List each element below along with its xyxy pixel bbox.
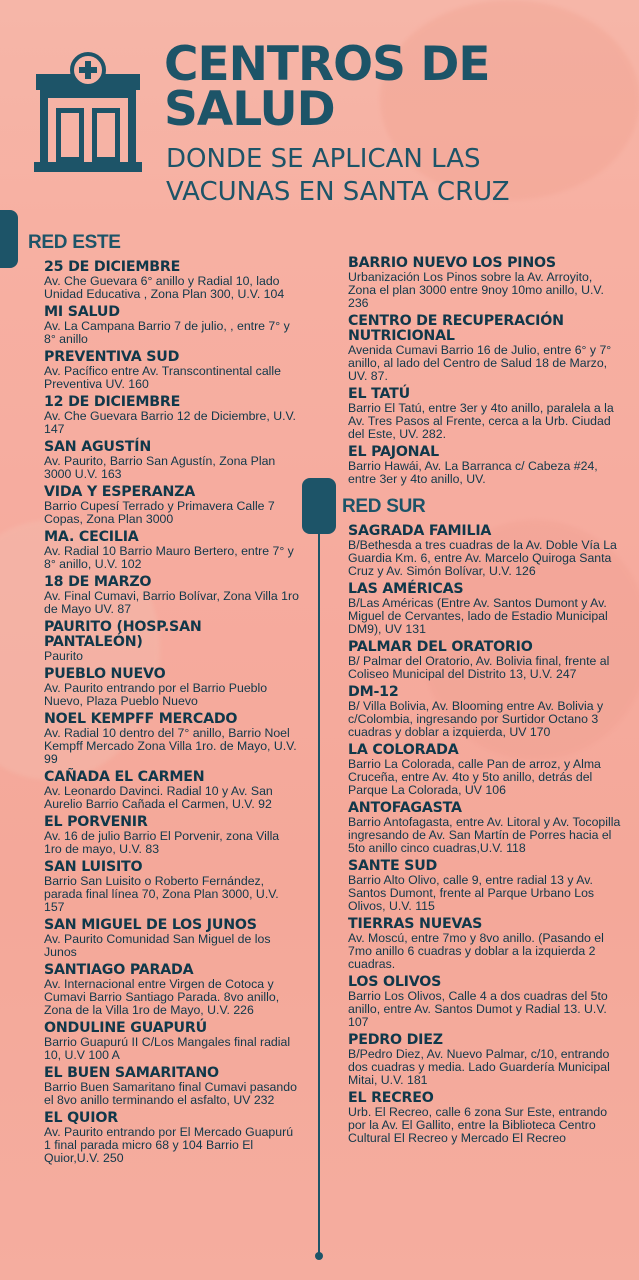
health-center-address: B/Las Américas (Entre Av. Santos Dumont y Av. Miguel de Cervantes, lado de Estadio Municipal DM9), UV 131 xyxy=(348,596,608,636)
health-center-address: Av. Internacional entre Virgen de Cotoca y Cumavi Barrio Santiago Parada. 8vo anillo, Zona de la Villa 1ro de Mayo, U.V. 226 xyxy=(44,977,280,1017)
health-center-address: Barrio Alto Olivo, calle 9, entre radial 13 y Av. Santos Dumont, frente al Parque Urbano Los Olivos, U.V. 115 xyxy=(348,873,595,913)
health-center-name: SANTIAGO PARADA xyxy=(44,962,194,978)
health-center-name: DM-12 xyxy=(348,684,399,700)
health-center-address: Av. Final Cumavi, Barrio Bolívar, Zona Villa 1ro de Mayo UV. 87 xyxy=(44,589,299,616)
health-center-address: Av. Che Guevara Barrio 12 de Diciembre, U.V. 147 xyxy=(44,409,296,436)
health-center-name: SAN AGUSTÍN xyxy=(44,439,152,455)
health-center-address: Av. La Campana Barrio 7 de julio, , entre 7° y 8° anillo xyxy=(44,319,290,346)
list-item xyxy=(44,712,300,766)
list-item xyxy=(348,314,620,383)
health-center-name: 18 DE MARZO xyxy=(44,574,152,590)
health-center-name: PEDRO DIEZ xyxy=(348,1032,443,1048)
health-center-name: VIDA Y ESPERANZA xyxy=(44,484,196,500)
health-center-address: Av. Moscú, entre 7mo y 8vo anillo. (Pasando el 7mo anillo 6 cuadras y doblar a la izquierda 2 cuadras. xyxy=(348,931,604,971)
health-center-address: Av. Pacífico entre Av. Transcontinental calle Preventiva UV. 160 xyxy=(44,364,281,391)
health-center-name: ONDULINE GUAPURÚ xyxy=(44,1020,207,1036)
health-center-name: TIERRAS NUEVAS xyxy=(348,916,483,932)
list-item xyxy=(348,524,626,578)
health-center-name: SANTE SUD xyxy=(348,858,438,874)
red-sur-list xyxy=(348,524,626,1145)
health-center-address: Barrio La Colorada, calle Pan de arroz, y Alma Cruceña, entre Av. 4to y 5to anillo, detrás del Parque La Colorada, UV 106 xyxy=(348,757,601,797)
list-item xyxy=(348,685,626,739)
health-center-name: CENTRO DE RECUPERACIÓN NUTRICIONAL xyxy=(348,313,564,344)
health-center-address: Av. Radial 10 Barrio Mauro Bertero, entre 7° y 8° anillo, U.V. 102 xyxy=(44,544,294,571)
red-este-marker xyxy=(0,210,18,268)
health-center-name: LAS AMÉRICAS xyxy=(348,581,464,597)
health-center-name: PREVENTIVA SUD xyxy=(44,349,180,365)
subtitle-line-1: DONDE SE APLICAN LAS xyxy=(166,144,481,174)
subtitle-line-2: VACUNAS EN SANTA CRUZ xyxy=(166,177,510,207)
health-center-address: Urb. El Recreo, calle 6 zona Sur Este, entrando por la Av. El Gallito, entre la Biblioteca Centro Cultural El Recreo y Mercado El Recreo xyxy=(348,1105,608,1145)
title-line-2: SALUD xyxy=(164,82,335,137)
list-item xyxy=(44,350,300,391)
health-center-address: Barrio Antofagasta, entre Av. Litoral y Av. Tocopilla ingresando de Av. San Martín de Porres hacia el 5to anillo cinco cuadras,U.V. 118 xyxy=(348,815,621,855)
health-center-name: PUEBLO NUEVO xyxy=(44,666,166,682)
health-center-icon xyxy=(34,50,142,174)
health-center-address: Barrio San Luisito o Roberto Fernández, parada final línea 70, Zona Plan 3000, U.V. 157 xyxy=(44,874,279,914)
list-item xyxy=(348,582,626,636)
list-item xyxy=(348,743,626,797)
list-item xyxy=(348,975,626,1029)
health-center-name: EL QUIOR xyxy=(44,1110,118,1126)
list-item xyxy=(348,445,620,486)
health-center-name: SAGRADA FAMILIA xyxy=(348,523,492,539)
list-item xyxy=(44,770,300,811)
red-este-list-continued xyxy=(348,256,620,486)
health-center-name: 25 DE DICIEMBRE xyxy=(44,259,181,275)
red-sur-marker xyxy=(302,478,336,534)
list-item xyxy=(44,860,300,914)
list-item xyxy=(44,485,300,526)
health-center-name: EL RECREO xyxy=(348,1090,434,1106)
list-item xyxy=(44,440,300,481)
health-center-name: LOS OLIVOS xyxy=(348,974,442,990)
red-sur-title: RED SUR xyxy=(342,496,426,517)
list-item xyxy=(44,395,300,436)
health-center-address: Av. Paurito entrando por el Barrio Pueblo Nuevo, Plaza Pueblo Nuevo xyxy=(44,681,268,708)
list-item xyxy=(44,815,300,856)
health-center-name: EL TATÚ xyxy=(348,386,410,402)
list-item xyxy=(44,530,300,571)
page-title xyxy=(164,37,624,137)
health-center-name: PAURITO (HOSP.SAN PANTALEÓN) xyxy=(44,619,202,650)
health-center-address: Barrio Cupesí Terrado y Primavera Calle 7 Copas, Zona Plan 3000 xyxy=(44,499,275,526)
health-center-address: Avenida Cumavi Barrio 16 de Julio, entre 6° y 7° anillo, al lado del Centro de Salud 18 de Marzo, UV. 87. xyxy=(348,343,612,383)
list-item xyxy=(348,256,620,310)
health-center-name: PALMAR DEL ORATORIO xyxy=(348,639,533,655)
health-center-name: NOEL KEMPFF MERCADO xyxy=(44,711,238,727)
health-center-address: Av. Paurito, Barrio San Agustín, Zona Plan 3000 U.V. 163 xyxy=(44,454,276,481)
list-item xyxy=(348,1033,626,1087)
health-center-address: Barrio El Tatú, entre 3er y 4to anillo, paralela a la Av. Tres Pasos al Frente, cerca a la Urb. Ciudad del Este, UV. 282. xyxy=(348,401,614,441)
health-center-address: Av. Che Guevara 6° anillo y Radial 10, lado Unidad Educativa , Zona Plan 300, U.V. 104 xyxy=(44,274,285,301)
health-center-name: EL BUEN SAMARITANO xyxy=(44,1065,219,1081)
health-center-name: SAN MIGUEL DE LOS JUNOS xyxy=(44,917,257,933)
list-item xyxy=(44,918,300,959)
red-sur-line xyxy=(318,534,320,1256)
list-item xyxy=(44,963,300,1017)
health-center-address: Av. Leonardo Davinci. Radial 10 y Av. San Aurelio Barrio Cañada el Carmen, U.V. 92 xyxy=(44,784,273,811)
list-item xyxy=(44,620,300,663)
list-item xyxy=(348,387,620,441)
health-center-address: Urbanización Los Pinos sobre la Av. Arroyito, Zona el plan 3000 entre 9noy 10mo anillo, U.V. 236 xyxy=(348,270,604,310)
list-item xyxy=(44,575,300,616)
list-item xyxy=(348,801,626,855)
health-center-name: LA COLORADA xyxy=(348,742,459,758)
list-item xyxy=(348,859,626,913)
health-center-address: Av. Paurito entrando por El Mercado Guapurú 1 final parada micro 68 y 104 Barrio El Quior,U.V. 250 xyxy=(44,1125,294,1165)
page-subtitle xyxy=(166,143,626,209)
health-center-address: Av. 16 de julio Barrio El Porvenir, zona Villa 1ro de mayo, U.V. 83 xyxy=(44,829,280,856)
health-center-name: 12 DE DICIEMBRE xyxy=(44,394,181,410)
health-center-address: B/Bethesda a tres cuadras de la Av. Doble Vía La Guardia Km. 6, entre Av. Marcelo Quiroga Santa Cruz y Av. Simón Bolívar, U.V. 126 xyxy=(348,538,617,578)
list-item xyxy=(348,1091,626,1145)
health-center-name: EL PAJONAL xyxy=(348,444,439,460)
list-item xyxy=(44,260,300,301)
health-center-address: Paurito xyxy=(44,649,83,663)
health-center-name: EL PORVENIR xyxy=(44,814,148,830)
list-item xyxy=(44,1111,300,1165)
red-sur-line-end xyxy=(315,1252,323,1260)
header xyxy=(0,0,639,215)
health-center-name: ANTOFAGASTA xyxy=(348,800,462,816)
list-item xyxy=(44,1066,300,1107)
list-item xyxy=(348,917,626,971)
health-center-name: SAN LUISITO xyxy=(44,859,143,875)
health-center-address: B/Pedro Diez, Av. Nuevo Palmar, c/10, entrando dos cuadras y media. Lado Guardería Municipal Mitai, U.V. 181 xyxy=(348,1047,610,1087)
health-center-address: Av. Radial 10 dentro del 7° anillo, Barrio Noel Kempff Mercado Zona Villa 1ro. de Mayo, U.V. 99 xyxy=(44,726,297,766)
health-center-name: CAÑADA EL CARMEN xyxy=(44,769,205,785)
list-item xyxy=(44,667,300,708)
list-item xyxy=(44,1021,300,1062)
health-center-address: Barrio Guapurú II C/Los Mangales final radial 10, U.V 100 A xyxy=(44,1035,291,1062)
list-item xyxy=(348,640,626,681)
health-center-name: MA. CECILIA xyxy=(44,529,139,545)
health-center-name: MI SALUD xyxy=(44,304,120,320)
health-center-address: Barrio Hawái, Av. La Barranca c/ Cabeza #24, entre 3er y 4to anillo, UV. xyxy=(348,459,598,486)
health-center-address: B/ Palmar del Oratorio, Av. Bolivia final, frente al Coliseo Municipal del Distrito 13, U.V. 247 xyxy=(348,654,610,681)
list-item xyxy=(44,305,300,346)
red-este-title: RED ESTE xyxy=(28,232,121,253)
health-center-address: Barrio Buen Samaritano final Cumavi pasando el 8vo anillo terminando el asfalto, UV 232 xyxy=(44,1080,297,1107)
title-line-1: CENTROS DE xyxy=(164,37,490,92)
health-center-address: B/ Villa Bolivia, Av. Blooming entre Av. Bolivia y c/Colombia, ingresando por Surtidor Octano 3 cuadras y doblar a izquierda, UV 170 xyxy=(348,699,604,739)
red-este-list xyxy=(44,260,300,1165)
health-center-address: Av. Paurito Comunidad San Miguel de los Junos xyxy=(44,932,271,959)
health-center-name: BARRIO NUEVO LOS PINOS xyxy=(348,255,556,271)
health-center-address: Barrio Los Olivos, Calle 4 a dos cuadras del 5to anillo, entre Av. Santos Dumot y Radial 13. U.V. 107 xyxy=(348,989,608,1029)
